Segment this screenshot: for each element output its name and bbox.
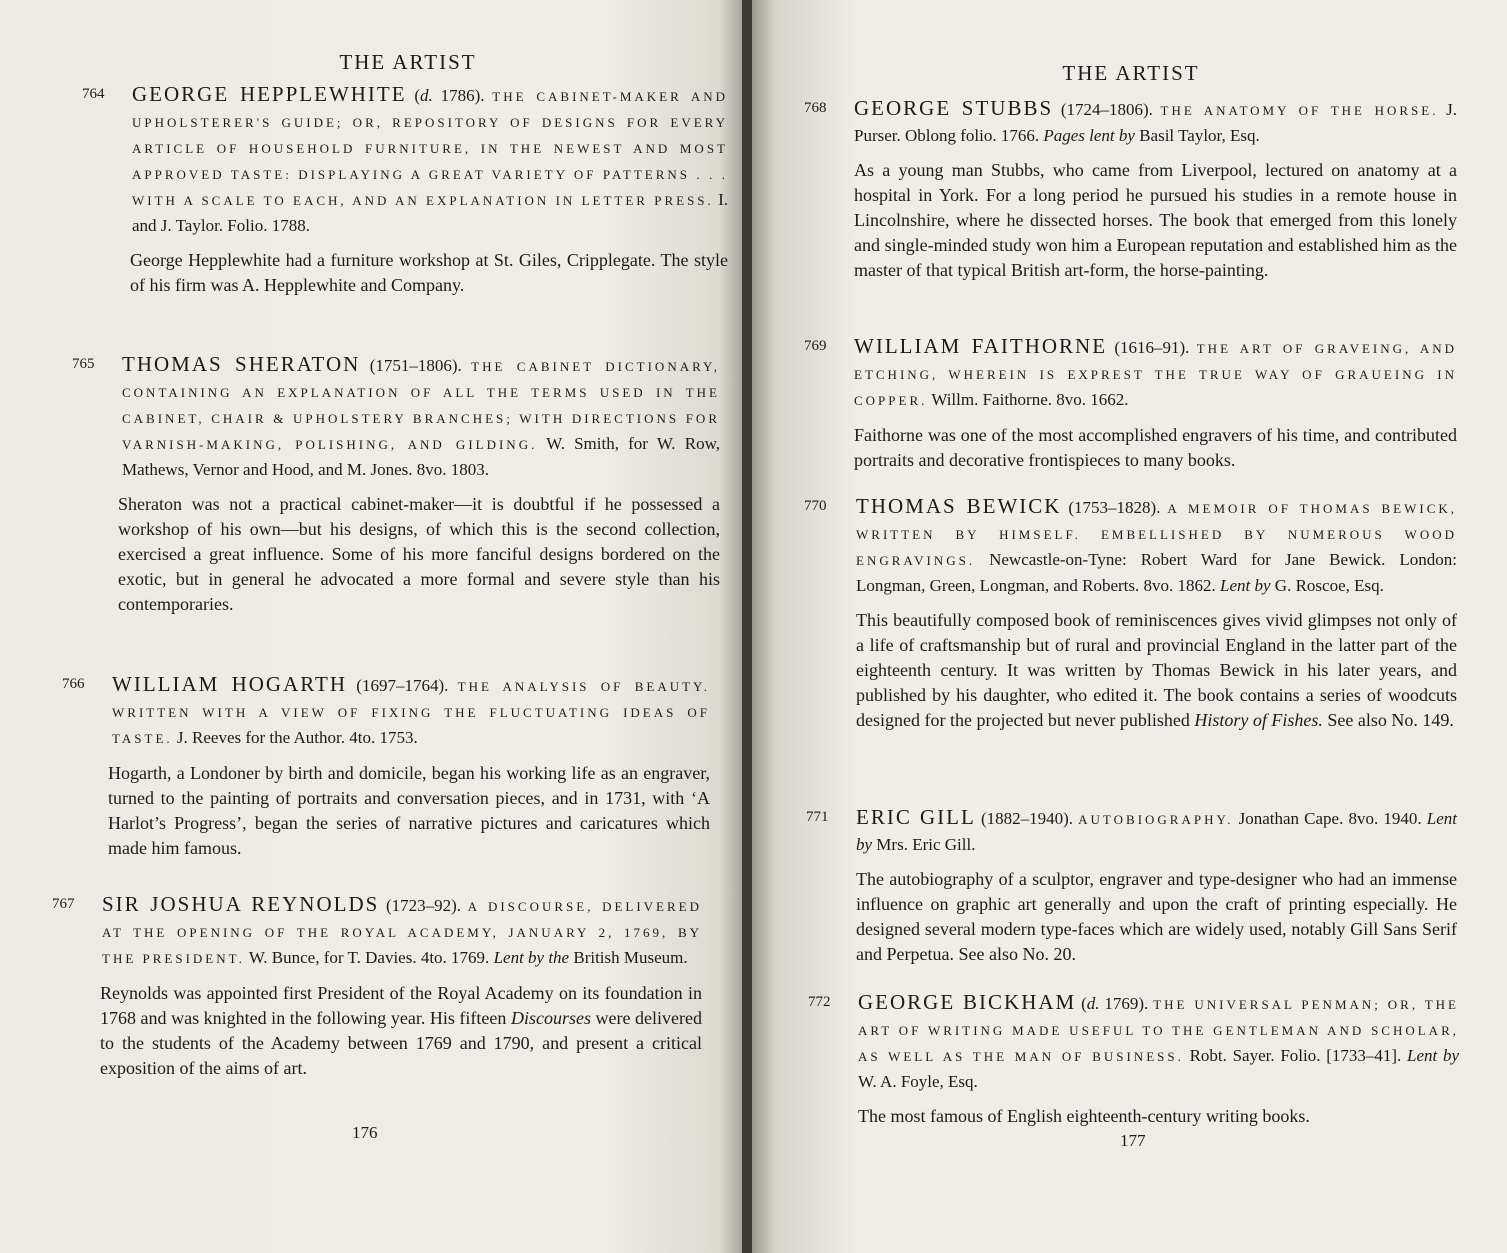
- catalogue-entry-765: [72, 352, 720, 617]
- lender-label: Lent by: [1407, 1046, 1460, 1065]
- artist-dates-prefix: (: [406, 86, 421, 105]
- entry-description: Faithorne was one of the most accomplished engravers of his time, and contributed portraits and decorative frontispieces to many books.: [854, 425, 1457, 470]
- artist-dates-prefix: (: [1076, 994, 1087, 1013]
- entry-description: Sheraton was not a practical cabinet-maker—it is doubtful if he possessed a workshop of his own—but his designs, of which this is the second collection, exercised a great influence. Some of his more fanciful designs bordered on the exotic, but in general he advocated a more formal and severe style than his contemporaries.: [118, 494, 720, 614]
- artist-name: GEORGE BICKHAM: [858, 990, 1077, 1014]
- entry-number: 764: [82, 86, 105, 102]
- lender-label: Pages lent by: [1043, 126, 1135, 145]
- artist-name: ERIC GILL: [856, 805, 976, 829]
- catalogue-entry-772: [808, 990, 1459, 1129]
- book-imprint: Robt. Sayer. Folio. [1733–41].: [1183, 1046, 1408, 1065]
- artist-dates: (1616–91).: [1107, 338, 1190, 357]
- entry-heading: [132, 82, 728, 238]
- artist-name: GEORGE STUBBS: [854, 96, 1054, 120]
- entry-description: As a young man Stubbs, who came from Liverpool, lectured on anatomy at a hospital in York. For a long period he pursued his studies in a remote house in Lincolnshire, where he dissected horses. The book that emerged from this lonely and single-minded study won him a European reputation and established him as the master of that typical British art-form, the horse-painting.: [854, 160, 1457, 280]
- entry-description: [100, 981, 702, 1081]
- entry-description: Hogarth, a Londoner by birth and domicile, began his working life as an engraver, turned to the painting of portraits and conversation pieces, and in 1731, with ‘A Harlot’s Progress’, began the series of narrative pictures and caricatures which made him famous.: [108, 763, 710, 858]
- left-page: [0, 0, 742, 1253]
- entry-number: 765: [72, 356, 95, 372]
- entry-heading: [112, 672, 710, 751]
- lender-label: Lent by: [1220, 576, 1271, 595]
- catalogue-entry-764: [82, 82, 728, 298]
- book-title: THE ANALYSIS OF BEAUTY. WRITTEN WITH A VIEW OF FIXING THE FLUCTUATING IDEAS OF TASTE.: [112, 679, 710, 746]
- book-gutter: [742, 0, 752, 1253]
- page-header: THE ARTIST: [1062, 61, 1200, 85]
- book-title: AUTOBIOGRAPHY.: [1078, 812, 1234, 827]
- lender-label: Lent by: [856, 809, 1457, 854]
- entry-heading: [854, 96, 1457, 148]
- catalogue-entry-767: [52, 892, 702, 1081]
- right-page: [752, 0, 1507, 1253]
- book-title: A MEMOIR OF THOMAS BEWICK, WRITTEN BY HIMSELF. EMBELLISHED BY NUMEROUS WOOD ENGRAVINGS.: [856, 501, 1458, 568]
- book-title: THE ART OF GRAVEING, AND ETCHING, WHEREIN IS EXPREST THE TRUE WAY OF GRAUEING IN COPPER.: [854, 341, 1457, 408]
- catalogue-entry-769: [804, 334, 1457, 473]
- artist-dates: (1753–1828).: [1061, 498, 1161, 517]
- catalogue-entry-768: [804, 96, 1457, 283]
- lender-name: W. A. Foyle, Esq.: [858, 1072, 978, 1091]
- lender-name: Mrs. Eric Gill.: [872, 835, 976, 854]
- entry-heading: [856, 805, 1457, 857]
- artist-name: THOMAS BEWICK: [856, 494, 1062, 518]
- entry-description: [856, 608, 1457, 733]
- catalogue-entry-770: [804, 494, 1457, 733]
- artist-name: WILLIAM HOGARTH: [112, 672, 347, 696]
- desc-part: See also No. 149.: [1322, 710, 1454, 730]
- book-imprint: Newcastle-on-Tyne: Robert Ward for Jane Bewick. London: Longman, Green, Longman, and Roberts. 8vo. 1862.: [856, 550, 1457, 595]
- book-imprint: I. and J. Taylor. Folio. 1788.: [132, 190, 728, 235]
- entry-heading: [856, 494, 1457, 598]
- entry-heading: [102, 892, 702, 971]
- entry-heading: [854, 334, 1457, 413]
- artist-dates: (1724–1806).: [1053, 100, 1153, 119]
- artist-dates: (1697–1764).: [347, 676, 449, 695]
- artist-dates: 1769).: [1099, 994, 1149, 1013]
- entry-description: George Hepplewhite had a furniture workshop at St. Giles, Cripplegate. The style of his firm was A. Hepplewhite and Company.: [130, 250, 728, 295]
- book-imprint: Jonathan Cape. 8vo. 1940.: [1233, 809, 1427, 828]
- entry-number: 772: [808, 994, 831, 1010]
- artist-name: THOMAS SHERATON: [122, 352, 361, 376]
- book-title: THE UNIVERSAL PENMAN; OR, THE ART OF WRITING MADE USEFUL TO THE GENTLEMAN AND SCHOLAR, AS WELL AS THE MAN OF BUSINESS.: [858, 997, 1459, 1064]
- page-number: 177: [1120, 1131, 1146, 1150]
- desc-part: Reynolds was appointed first President of the Royal Academy on its foundation in 1768 and was knighted in the following year. His fifteen: [100, 983, 702, 1028]
- lender-name: G. Roscoe, Esq.: [1270, 576, 1384, 595]
- catalogue-entry-766: [62, 672, 710, 861]
- lender-name: Basil Taylor, Esq.: [1134, 126, 1260, 145]
- entry-number: 766: [62, 676, 85, 692]
- entry-number: 767: [52, 896, 75, 912]
- book-imprint: J. Reeves for the Author. 4to. 1753.: [172, 728, 418, 747]
- artist-name: GEORGE HEPPLEWHITE: [132, 82, 407, 106]
- entry-number: 770: [804, 498, 827, 514]
- book-imprint: Willm. Faithorne. 8vo. 1662.: [927, 390, 1129, 409]
- lender-label: Lent by the: [493, 948, 570, 967]
- artist-name: SIR JOSHUA REYNOLDS: [102, 892, 380, 916]
- artist-name: WILLIAM FAITHORNE: [854, 334, 1108, 358]
- desc-part: were delivered to the students of the Academy between 1769 and 1790, and present a critical exposition of the aims of art.: [100, 1008, 702, 1078]
- artist-dates: (1882–1940).: [975, 809, 1074, 828]
- entry-number: 771: [806, 809, 829, 825]
- artist-dates-ital: d.: [1086, 994, 1100, 1013]
- book-imprint: J. Purser. Oblong folio. 1766.: [854, 100, 1457, 145]
- lender-name: British Museum.: [569, 948, 688, 967]
- artist-dates: 1786).: [432, 86, 485, 105]
- artist-dates-ital: d.: [420, 86, 433, 105]
- entry-heading: [858, 990, 1459, 1094]
- desc-part: This beautifully composed book of reminiscences gives vivid glimpses not only of a life of craftsmanship but of rural and provincial England in the latter part of the eighteenth century. It was written by Thomas Bewick in his later years, and published by his daughter, who edited it. The book contains a series of woodcuts designed for the projected but never published: [856, 610, 1457, 730]
- book-title: THE ANATOMY OF THE HORSE.: [1160, 103, 1439, 118]
- entry-number: 769: [804, 338, 827, 354]
- entry-description: The most famous of English eighteenth-century writing books.: [858, 1106, 1310, 1126]
- entry-number: 768: [804, 100, 827, 116]
- page-number: 176: [352, 1123, 378, 1142]
- desc-italic: Discourses: [510, 1008, 591, 1028]
- entry-description: The autobiography of a sculptor, engraver and type-designer who had an immense influence on graphic art generally and upon the craft of printing especially. He designed several modern type-faces which are widely used, notably Gill Sans Serif and Perpetua. See also No. 20.: [856, 869, 1457, 964]
- book-title: THE CABINET DICTIONARY, CONTAINING AN EXPLANATION OF ALL THE TERMS USED IN THE CABINET, CHAIR & UPHOLSTERY BRANCHES; WITH DIRECTIONS FOR VARNISH-MAKING, POLISHING, AND GILDING.: [122, 359, 721, 452]
- artist-dates: (1723–92).: [379, 896, 462, 915]
- catalogue-entry-771: [806, 805, 1457, 967]
- book-imprint: W. Bunce, for T. Davies. 4to. 1769.: [244, 948, 494, 967]
- book-title: THE CABINET-MAKER AND UPHOLSTERER'S GUIDE; OR, REPOSITORY OF DESIGNS FOR EVERY ARTICLE OF HOUSEHOLD FURNITURE, IN THE NEWEST AND MOST APPROVED TASTE: DISPLAYING A GREAT VARIETY OF PATTERNS . . . WITH A SCALE TO EACH, AND AN EXPLANATION IN LETTER PRESS.: [132, 89, 728, 208]
- artist-dates: (1751–1806).: [360, 356, 462, 375]
- book-imprint: W. Smith, for W. Row, Mathews, Vernor and Hood, and M. Jones. 8vo. 1803.: [122, 434, 720, 479]
- entry-heading: [122, 352, 720, 482]
- book-title: A DISCOURSE, DELIVERED AT THE OPENING OF THE ROYAL ACADEMY, JANUARY 2, 1769, BY THE PRESIDENT.: [102, 899, 703, 966]
- page-header: THE ARTIST: [339, 50, 477, 74]
- desc-italic: History of Fishes.: [1194, 710, 1323, 730]
